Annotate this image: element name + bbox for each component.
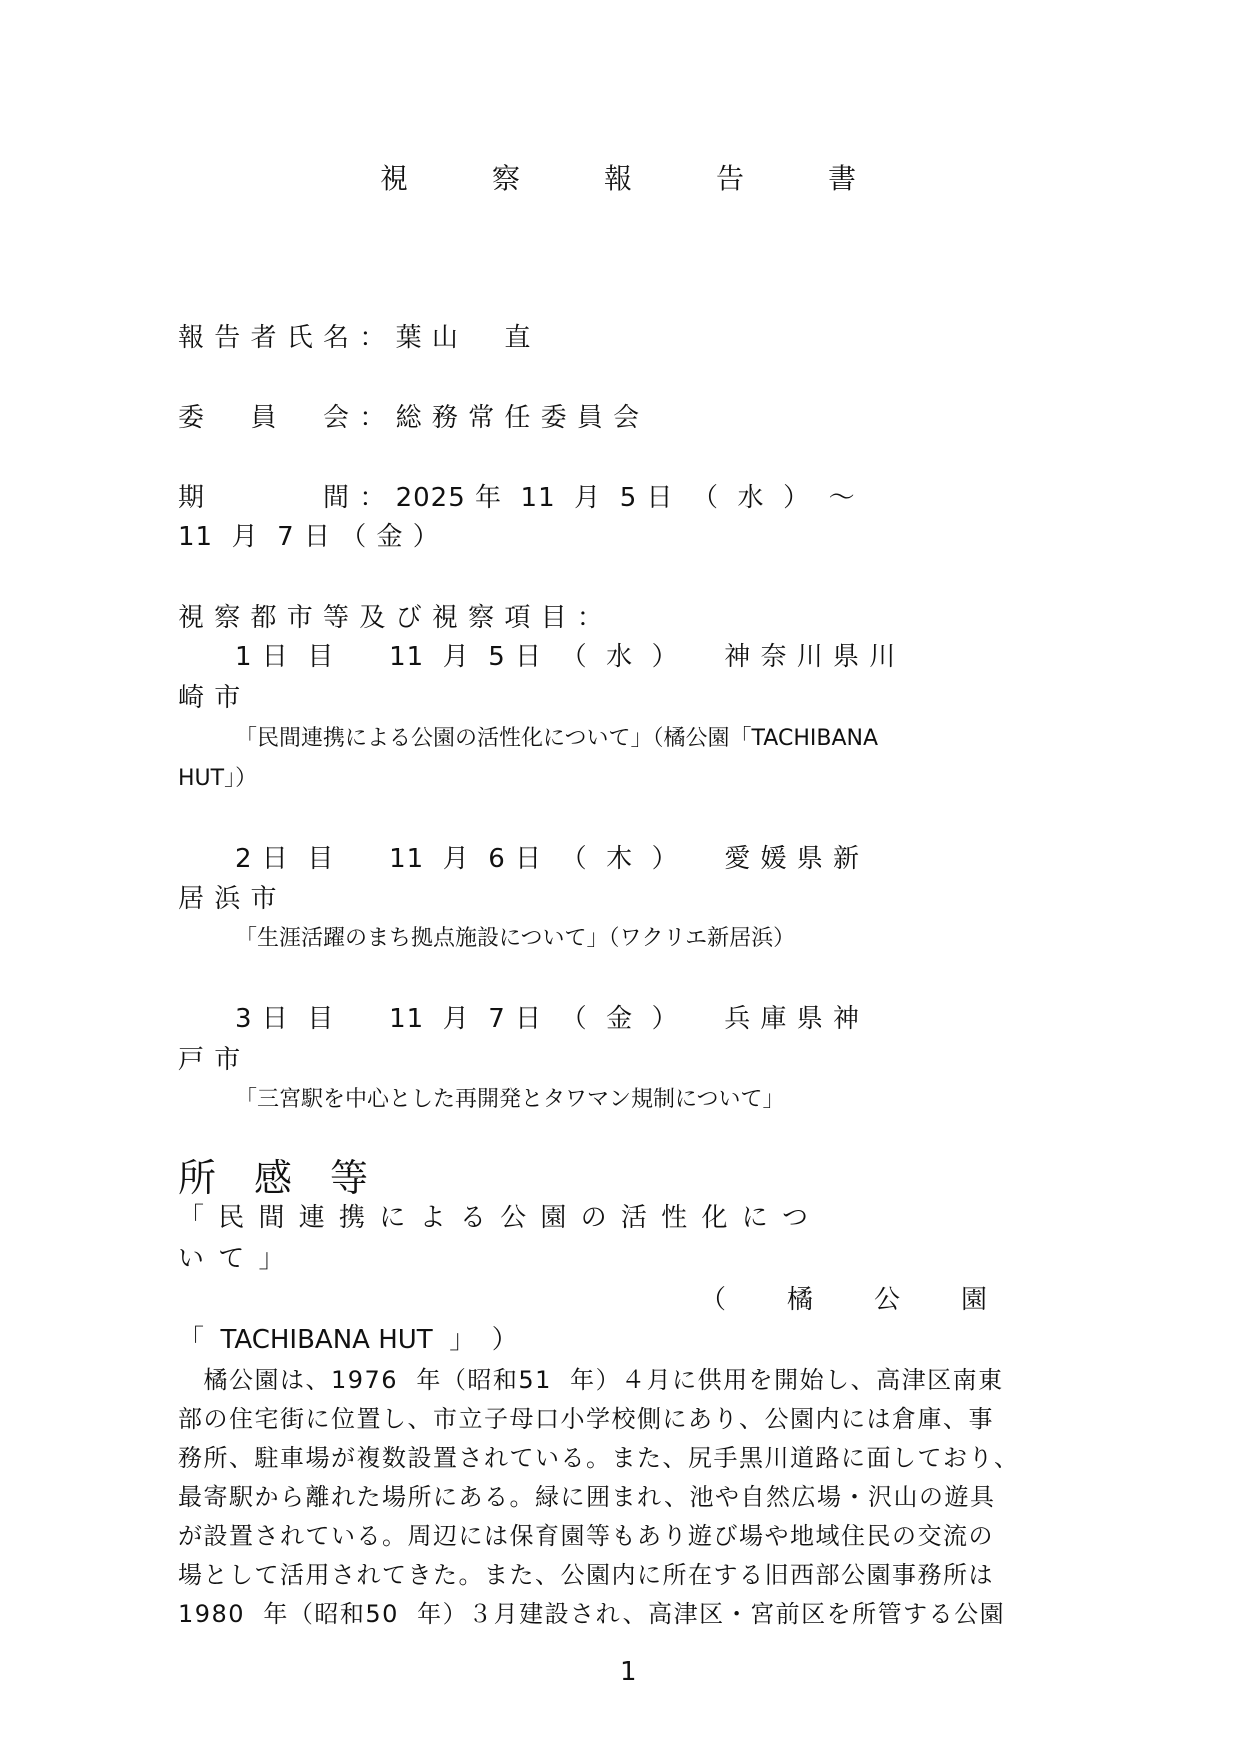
day3-city-cont: 戸 市 bbox=[178, 1045, 242, 1075]
body-line-6: 場として活用されてきた。また、公園内に所在する旧西部公園事務所は bbox=[178, 1561, 994, 1589]
period-line-2: 11 月 7 日 （ 金 ） bbox=[178, 522, 440, 552]
impression-title: 「 民 間 連 携 に よ る 公 園 の 活 性 化 に つ bbox=[178, 1203, 811, 1233]
committee-name: 委 員 会 ： 総 務 常 任 委 員 会 bbox=[178, 403, 641, 433]
period-line-1: 期 間 ： 2025 年 11 月 5 日 （ 水 ） 〜 bbox=[178, 483, 856, 513]
day1-line: 1 日 目 11 月 5 日 （ 水 ） 神 奈 川 県 川 bbox=[235, 642, 897, 672]
impressions-heading: 所 感 等 bbox=[178, 1156, 369, 1200]
impression-title-cont: い て 」 bbox=[178, 1244, 288, 1274]
day2-line: 2 日 目 11 月 6 日 （ 木 ） 愛 媛 県 新 bbox=[235, 844, 860, 874]
body-line-7: 1980 年（昭和50 年）３月建設され、高津区・宮前区を所管する公園 bbox=[178, 1600, 1006, 1628]
day1-topic: 「民間連携による公園の活性化について」（橘公園「TACHIBANA bbox=[235, 726, 878, 751]
page-number: 1 bbox=[620, 1657, 637, 1687]
day3-topic: 「三宮駅を中心とした再開発とタワマン規制について」 bbox=[235, 1087, 785, 1112]
document-title: 視 察 報 告 書 bbox=[380, 162, 857, 195]
body-line-4: 最寄駅から離れた場所にある。緑に囲まれ、池や自然広場・沢山の遊具 bbox=[178, 1483, 996, 1511]
day3-line: 3 日 目 11 月 7 日 （ 金 ） 兵 庫 県 神 bbox=[235, 1004, 860, 1034]
day2-city-cont: 居 浜 市 bbox=[178, 884, 278, 914]
body-line-5: が設置されている。周辺には保育園等もあり遊び場や地域住民の交流の bbox=[178, 1522, 994, 1550]
day2-topic: 「生涯活躍のまち拠点施設について」（ワクリエ新居浜） bbox=[235, 926, 796, 951]
body-line-2: 部の住宅街に位置し、市立子母口小学校側にあり、公園内には倉庫、事 bbox=[178, 1405, 994, 1433]
body-line-1: 橘公園は、1976 年（昭和51 年）４月に供用を開始し、高津区南東 bbox=[178, 1366, 1004, 1394]
reporter-name: 報 告 者 氏 名 ： 葉 山 直 bbox=[178, 323, 532, 353]
day1-city-cont: 崎 市 bbox=[178, 683, 242, 713]
impression-subtitle-cont: 「 TACHIBANA HUT 」 ） bbox=[178, 1325, 518, 1355]
sites-heading: 視 察 都 市 等 及 び 視 察 項 目 ： bbox=[178, 603, 604, 633]
day1-topic-cont: HUT」） bbox=[178, 766, 258, 791]
body-line-3: 務所、駐車場が複数設置されている。また、尻手黒川道路に面しており、 bbox=[178, 1444, 1020, 1472]
impression-subtitle: （ 橘 公 園 bbox=[700, 1285, 991, 1315]
